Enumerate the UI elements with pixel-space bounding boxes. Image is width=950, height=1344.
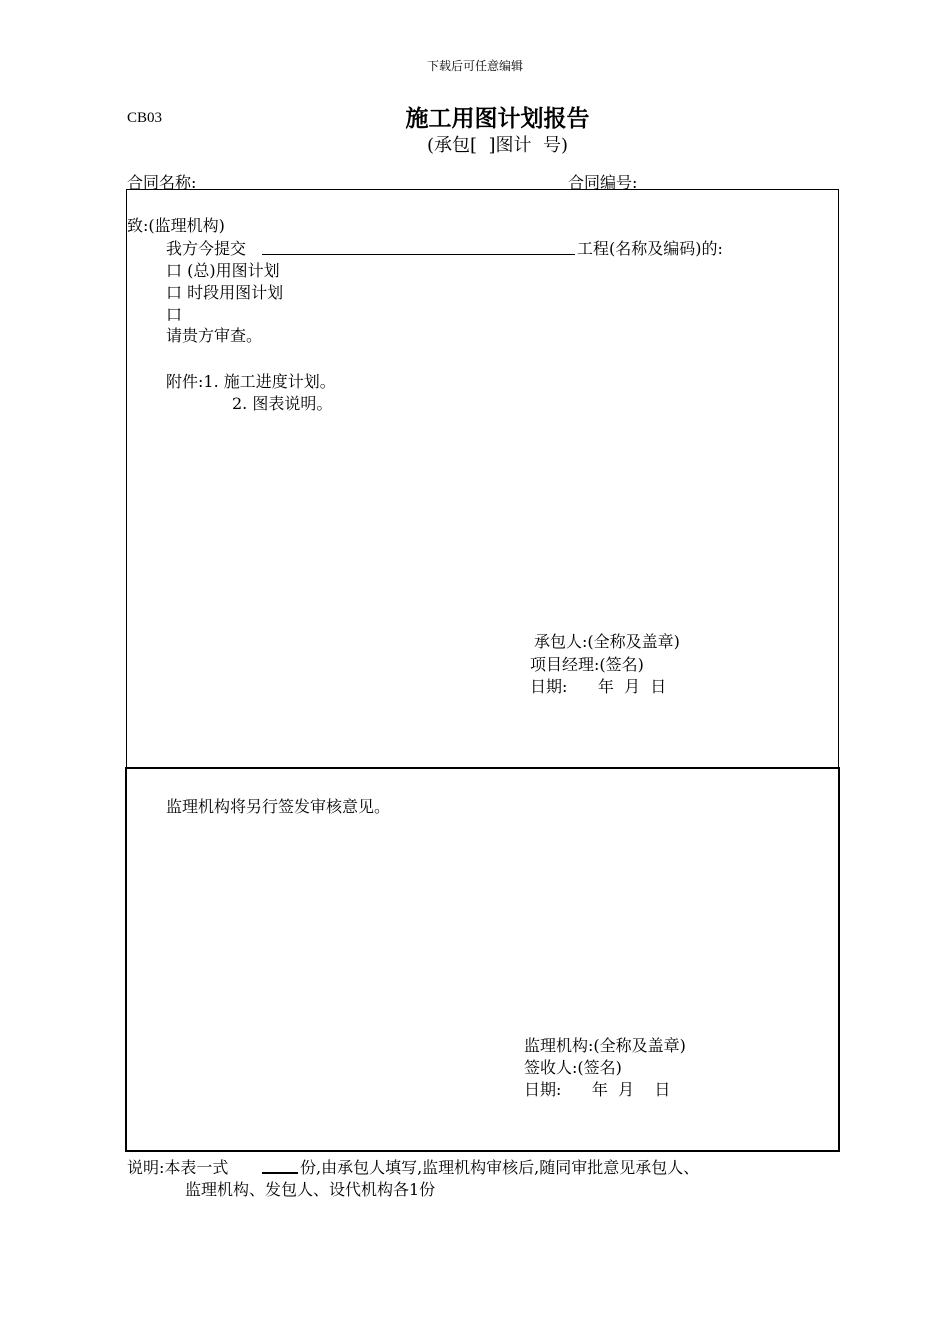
note-line-2: 监理机构、发包人、设代机构各1份: [185, 1180, 436, 1199]
note-prefix: 说明:本表一式: [127, 1158, 229, 1177]
addressee: 致:(监理机构): [127, 216, 225, 235]
top-note: 下载后可任意编辑: [426, 59, 523, 73]
form-code: CB03: [127, 110, 163, 126]
supervision-section: [125, 767, 840, 1152]
contract-number-label: 合同编号:: [568, 173, 638, 192]
submit-suffix: 工程(名称及编码)的:: [577, 239, 723, 258]
supervision-opinion: 监理机构将另行签发审核意见。: [166, 797, 391, 816]
submission-date: 日期: 年 月 日: [530, 677, 667, 696]
option-other[interactable]: 口: [166, 305, 183, 324]
contract-name-label: 合同名称:: [127, 173, 197, 192]
form-title: 施工用图计划报告: [405, 106, 590, 132]
review-request: 请贵方审查。: [166, 326, 263, 345]
form-subtitle: (承包[ ]图计 号): [427, 135, 568, 156]
manager-signature: 项目经理:(签名): [530, 655, 644, 674]
option-period-plan[interactable]: 口 时段用图计划: [166, 283, 284, 302]
copies-blank[interactable]: [262, 1172, 298, 1174]
contractor-signature: 承包人:(全称及盖章): [534, 632, 680, 651]
attachment-2: 2. 图表说明。: [232, 394, 333, 413]
supervision-date: 日期: 年 月 日: [524, 1080, 671, 1099]
submit-prefix: 我方今提交: [166, 239, 247, 258]
supervisor-signature: 监理机构:(全称及盖章): [524, 1036, 686, 1055]
attachment-1: 附件:1. 施工进度计划。: [166, 372, 336, 391]
option-overall-plan[interactable]: 口 (总)用图计划: [166, 261, 280, 280]
project-name-blank[interactable]: [262, 254, 575, 255]
receiver-signature: 签收人:(签名): [524, 1058, 622, 1077]
note-suffix: 份,由承包人填写,监理机构审核后,随同审批意见承包人、: [300, 1158, 700, 1177]
